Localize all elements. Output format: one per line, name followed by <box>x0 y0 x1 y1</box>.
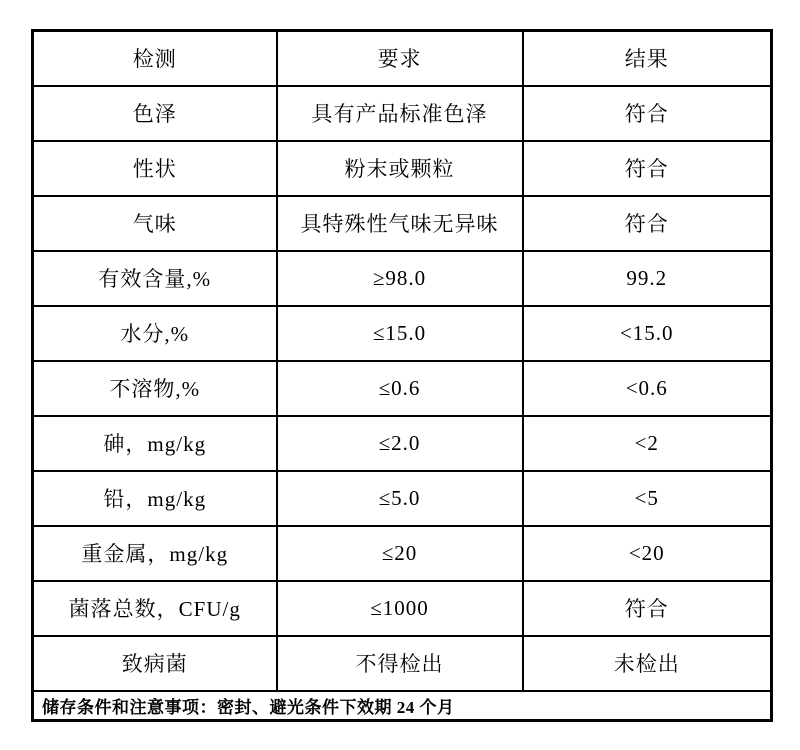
requirement-cell: 不得检出 <box>277 636 523 691</box>
column-header-test: 检测 <box>33 31 277 86</box>
requirement-cell: 具有产品标准色泽 <box>277 86 523 141</box>
test-name-cell: 不溶物,% <box>33 361 277 416</box>
result-cell: 符合 <box>523 196 772 251</box>
result-cell: <15.0 <box>523 306 772 361</box>
requirement-cell: ≥98.0 <box>277 251 523 306</box>
table-row <box>33 581 772 636</box>
test-name-cell: 色泽 <box>33 86 277 141</box>
table-row <box>33 306 772 361</box>
storage-note: 储存条件和注意事项：密封、避光条件下效期 24 个月 <box>33 691 772 721</box>
test-name-cell: 砷，mg/kg <box>33 416 277 471</box>
table-row <box>33 361 772 416</box>
table-row <box>33 416 772 471</box>
table-row <box>33 636 772 691</box>
result-cell: 符合 <box>523 141 772 196</box>
requirement-cell: ≤0.6 <box>277 361 523 416</box>
test-name-cell: 致病菌 <box>33 636 277 691</box>
result-cell: 符合 <box>523 86 772 141</box>
test-name-cell: 重金属，mg/kg <box>33 526 277 581</box>
column-header-result: 结果 <box>523 31 772 86</box>
table-header-row <box>33 31 772 86</box>
test-name-cell: 有效含量,% <box>33 251 277 306</box>
result-cell: 99.2 <box>523 251 772 306</box>
column-header-requirement: 要求 <box>277 31 523 86</box>
test-name-cell: 铅，mg/kg <box>33 471 277 526</box>
test-name-cell: 水分,% <box>33 306 277 361</box>
table-row <box>33 526 772 581</box>
inspection-table <box>31 29 773 722</box>
result-cell: <0.6 <box>523 361 772 416</box>
requirement-cell: 粉末或颗粒 <box>277 141 523 196</box>
table-row <box>33 86 772 141</box>
result-cell: 未检出 <box>523 636 772 691</box>
requirement-cell: ≤20 <box>277 526 523 581</box>
test-name-cell: 气味 <box>33 196 277 251</box>
result-cell: <5 <box>523 471 772 526</box>
table-row <box>33 141 772 196</box>
table-row <box>33 251 772 306</box>
requirement-cell: ≤5.0 <box>277 471 523 526</box>
requirement-cell: ≤2.0 <box>277 416 523 471</box>
result-cell: <20 <box>523 526 772 581</box>
result-cell: 符合 <box>523 581 772 636</box>
test-name-cell: 性状 <box>33 141 277 196</box>
table-row <box>33 471 772 526</box>
requirement-cell: 具特殊性气味无异味 <box>277 196 523 251</box>
test-name-cell: 菌落总数，CFU/g <box>33 581 277 636</box>
result-cell: <2 <box>523 416 772 471</box>
table-footer-row <box>33 691 772 721</box>
requirement-cell: ≤1000 <box>277 581 523 636</box>
requirement-cell: ≤15.0 <box>277 306 523 361</box>
table-row <box>33 196 772 251</box>
